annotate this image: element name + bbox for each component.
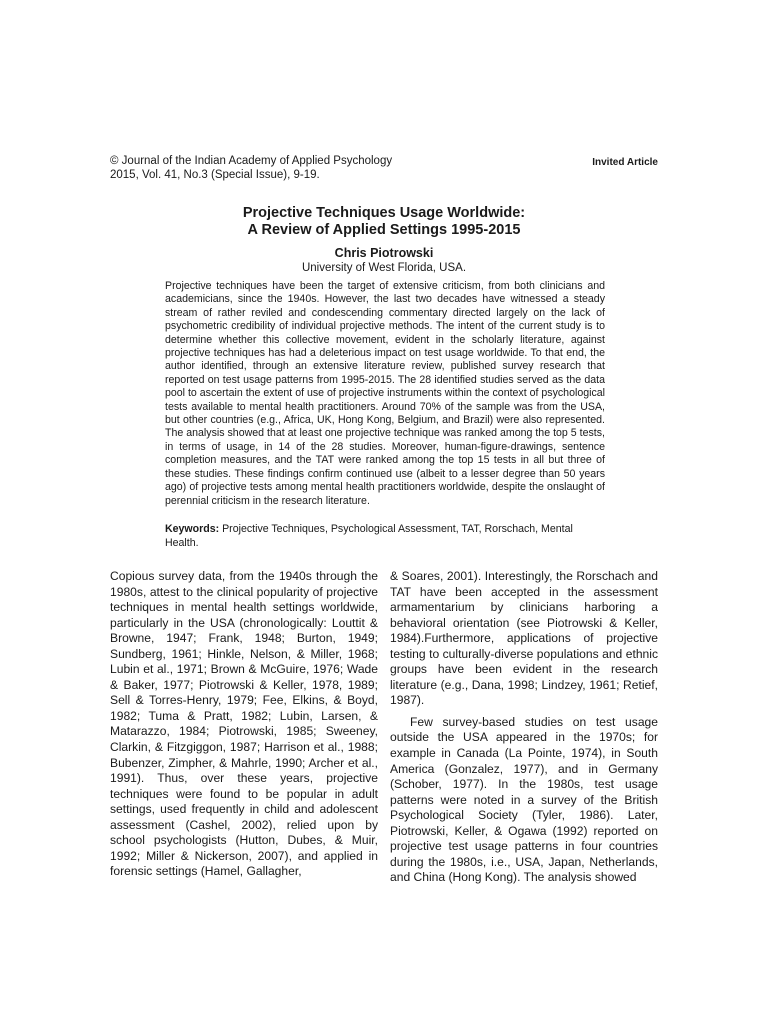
keywords — [165, 522, 605, 550]
paper-title — [110, 205, 658, 239]
author-affiliation: University of West Florida, USA. — [301, 262, 467, 274]
body-column-right — [390, 569, 658, 886]
author-name: Chris Piotrowski — [334, 246, 434, 260]
body-paragraph-3: Few survey-based studies on test usage outside the USA appeared in the 1970s; for example in Canada (La Pointe, 1974), in South America (Gonzalez, 1977), and in Germany (Schober, 1977). In the 1980s, test usage patterns were noted in a survey of the British Psychological Society (Tyler, 1986). Later, Piotrowski, Keller, & Ogawa (1992) reported on projective test usage patterns in four countries during the 1980s, i.e., USA, Japan, Netherlands, and China (Hong Kong). The analysis showed — [390, 714, 658, 885]
journal-citation — [110, 154, 450, 182]
keywords-label: Keywords: — [165, 523, 220, 535]
title-line-2: A Review of Applied Settings 1995-2015 — [247, 222, 521, 238]
article-type-label: Invited Article — [592, 157, 658, 168]
body-column-left — [110, 569, 378, 880]
keywords-text: Projective Techniques, Psychological Assessment, TAT, Rorschach, Mental Health. — [165, 523, 573, 549]
citation-line-1: © Journal of the Indian Academy of Applied Psychology — [110, 155, 393, 167]
title-line-1: Projective Techniques Usage Worldwide: — [242, 205, 526, 221]
body-paragraph-1: Copious survey data, from the 1940s through the 1980s, attest to the clinical popularity of projective techniques in mental health settings worldwide, particularly in the USA (chronologically: Louttit & Browne, 1947; Frank, 1948; Burton, 1949; Sundberg, 1961; Hinkle, Nelson, & Miller, 1968; Lubin et al., 1971; Brown & McGuire, 1976; Wade & Baker, 1977; Piotrowski & Keller, 1978, 1989; Sell & Torres-Henry, 1979; Fee, Elkins, & Boyd, 1982; Tuma & Pratt, 1982; Lubin, Larsen, & Matarazzo, 1984; Piotrowski, 1985; Sweeney, Clarkin, & Fitzgiggon, 1987; Harrison et al., 1988; Bubenzer, Zimpher, & Mahrle, 1990; Archer et al., 1991). Thus, over these years, projective techniques were found to be popular in adult settings, used frequently in child and adolescent assessment (Cashel, 2002), relied upon by school psychologists (Hutton, Dubes, & Muir, 1992; Miller & Nickerson, 2007), and applied in forensic settings (Hamel, Gallagher, — [110, 569, 378, 879]
citation-line-2: 2015, Vol. 41, No.3 (Special Issue), 9-19. — [110, 169, 320, 181]
body-paragraph-2: & Soares, 2001). Interestingly, the Rorschach and TAT have been accepted in the assessment armamentarium by clinicians harboring a behavioral orientation (see Piotrowski & Keller, 1984).Furthermore, applications of projective testing to culturally-diverse populations and ethnic groups have been evident in the research literature (e.g., Dana, 1998; Lindzey, 1961; Retief, 1987). — [390, 569, 658, 708]
journal-header — [110, 154, 658, 182]
abstract: Projective techniques have been the target of extensive criticism, from both clinicians and academicians, since the 1940s. However, the last two decades have witnessed a steady stream of rather reviled and condescending commentary directed largely on the lack of psychometric credibility of individual projective methods. The intent of the current study is to determine whether this collective movement, evident in the scholarly literature, against projective techniques has had a deleterious impact on test usage worldwide. To that end, the author identified, through an extensive literature review, published survey research that reported on test usage patterns from 1995-2015. The 28 identified studies served as the data pool to ascertain the extent of use of projective instruments within the context of psychological tests available to mental health practitioners. Around 70% of the sample was from the USA, but other countries (e.g., Africa, UK, Hong Kong, Belgium, and Brazil) were also represented. The analysis showed that at least one projective technique was ranked among the top 5 tests, in terms of usage, in 14 of the 28 studies. Moreover, human-figure-drawings, sentence completion measures, and the TAT were ranked among the top 15 tests in all but three of these studies. These findings confirm continued use (albeit to a lesser degree than 50 years ago) of projective tests among mental health practitioners worldwide, despite the onslaught of perennial criticism in the research literature. — [165, 280, 605, 507]
